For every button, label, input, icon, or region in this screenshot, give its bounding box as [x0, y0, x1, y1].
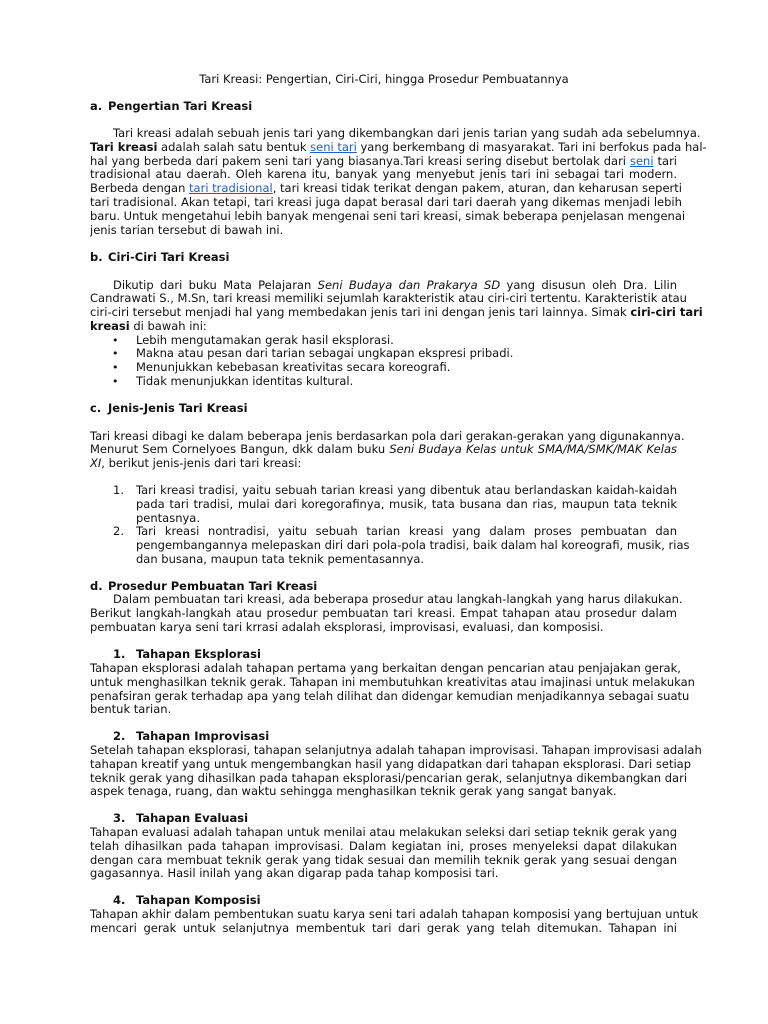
text-run: , berikut jenis-jenis dari tari kreasi: — [101, 456, 302, 470]
bullet-icon: • — [112, 361, 119, 374]
text-run: Menurut Sem Cornelyoes Bangun, dkk dalam buku — [90, 442, 390, 456]
step-heading: Tahapan Evaluasi — [136, 811, 249, 825]
paragraph-line: Berikut langkah-langkah atau prosedur pembuatan tari kreasi. Empat tahapan atau prosedur dalam — [90, 606, 677, 620]
link-seni[interactable]: seni — [629, 154, 654, 168]
list-item: Tari kreasi nontradisi, yaitu sebuah tarian kreasi yang dalam proses pembuatan dan — [136, 524, 677, 538]
text-run: hal yang berbeda dari pakem seni tari yang biasanya.Tari kreasi sering disebut bertolak dari — [90, 154, 630, 168]
paragraph-line: gagasannya. Hasil inilah yang akan digarap pada tahap komposisi tari. — [90, 866, 499, 880]
list-item: Lebih mengutamakan gerak hasil eksplorasi. — [136, 333, 394, 347]
paragraph-line: Tahapan akhir dalam pembentukan suatu karya seni tari adalah tahapan komposisi yang bertujuan untuk — [90, 907, 699, 921]
list-item: Tidak menunjukkan identitas kultural. — [136, 374, 354, 388]
paragraph-line: Tahapan eksplorasi adalah tahapan pertama yang berkaitan dengan pencarian atau penjajakan gerak, — [90, 661, 681, 675]
list-item: pengembangannya melepaskan diri dari pola-pola tradisi, baik dalam hal koreografi, musik, rias — [136, 538, 690, 552]
text-run: tari — [653, 154, 677, 168]
bullet-icon: • — [112, 347, 119, 360]
list-item: pada tari tradisi, mulai dari koregorafinya, musik, tata busana dan rias, maupun tata teknik — [136, 497, 677, 511]
list-number: 2. — [113, 524, 124, 538]
paragraph-line — [90, 305, 703, 320]
bullet-icon: • — [112, 375, 119, 388]
bold-term: Tari kreasi — [90, 140, 158, 154]
paragraph-line: telah dihasilkan pada tahapan improvisasi. Dalam kegiatan ini, proses menyeleksi dapat dilakukan — [90, 839, 677, 853]
text-run: Berbeda dengan — [90, 181, 190, 195]
section-b-heading: Ciri-Ciri Tari Kreasi — [108, 250, 230, 264]
paragraph-line: Tari kreasi adalah sebuah jenis tari yang dikembangkan dari jenis tarian yang sudah ada sebelumnya. — [113, 126, 701, 140]
link-tari-tradisional[interactable]: tari tradisional — [189, 181, 273, 195]
step-number: 2. — [113, 729, 126, 743]
text-run: di bawah ini: — [129, 319, 207, 333]
text-run: ciri-ciri tersebut menjadi hal yang membedakan jenis tari ini dengan jenis tari lainnya. Simak — [90, 305, 631, 319]
paragraph-line: pembuatan karya seni tari krrasi adalah eksplorasi, improvisasi, evaluasi, dan komposisi. — [90, 620, 604, 634]
text-run: , tari kreasi tidak terikat dengan pakem, aturan, dan keharusan seperti — [272, 181, 682, 195]
list-item: pentasnya. — [136, 511, 201, 525]
paragraph-line: mencari gerak untuk selanjutnya membentuk tari dari gerak yang telah ditemukan. Tahapan ini — [90, 921, 677, 935]
step-number: 4. — [113, 893, 126, 907]
document-title: Tari Kreasi: Pengertian, Ciri-Ciri, hingga Prosedur Pembuatannya — [199, 72, 569, 86]
paragraph-line: baru. Untuk mengetahui lebih banyak mengenai seni tari kreasi, simak beberapa penjelasan mengenai — [90, 209, 686, 223]
bullet-icon: • — [112, 334, 119, 347]
paragraph-line: Tari kreasi dibagi ke dalam beberapa jenis berdasarkan pola dari gerakan-gerakan yang digunakannya. — [90, 429, 685, 443]
step-heading: Tahapan Eksplorasi — [136, 647, 261, 661]
section-d-heading: Prosedur Pembuatan Tari Kreasi — [108, 579, 318, 593]
section-c-heading: Jenis-Jenis Tari Kreasi — [108, 401, 248, 415]
paragraph-line — [90, 320, 207, 334]
section-d-label: d. — [90, 579, 103, 593]
paragraph-line — [90, 140, 707, 155]
paragraph-line: Dalam pembuatan tari kreasi, ada beberapa prosedur atau langkah-langkah yang harus dilakukan. — [113, 592, 683, 606]
book-title: Seni Budaya dan Prakarya SD — [317, 278, 501, 292]
paragraph-line: Tahapan evaluasi adalah tahapan untuk menilai atau melakukan seleksi dari setiap teknik gerak yang — [90, 825, 677, 839]
bold-term: ciri-ciri tari — [630, 305, 703, 319]
paragraph-line: tahapan kreatif yang untuk mengembangkan hasil yang didapatkan dari tahapan eksplorasi. Dari setiap — [90, 757, 692, 771]
list-item: Menunjukkan kebebasan kreativitas secara koreografi. — [136, 360, 451, 374]
text-run: yang berkembang di masyarakat. Tari ini berfokus pada hal- — [356, 140, 707, 154]
paragraph-line: Setelah tahapan eksplorasi, tahapan selanjutnya adalah tahapan improvisasi. Tahapan improvisasi adalah — [90, 743, 702, 757]
paragraph-line: jenis tarian tersebut di bawah ini. — [90, 223, 284, 237]
paragraph-line: bentuk tarian. — [90, 702, 172, 716]
section-a-heading: Pengertian Tari Kreasi — [108, 99, 253, 113]
text-run: yang disusun oleh Dra. Lilin — [500, 278, 677, 292]
section-b-label: b. — [90, 250, 103, 264]
paragraph-line: tradisional atau daerah. Oleh karena itu, banyak yang menyebut jenis tari ini sebagai tari modern. — [90, 167, 677, 181]
paragraph-line: untuk menghasilkan teknik gerak. Tahapan ini membutuhkan kreativitas atau imajinasi untuk melakukan — [90, 675, 695, 689]
step-heading: Tahapan Komposisi — [136, 893, 261, 907]
step-heading: Tahapan Improvisasi — [136, 729, 270, 743]
text-run: Dikutip dari buku Mata Pelajaran — [113, 278, 318, 292]
paragraph-line: Candrawati S., M.Sn, tari kreasi memiliki sejumlah karakteristik atau ciri-ciri tertentu. Karakteristik atau — [90, 291, 687, 305]
paragraph-line: aspek tenaga, ruang, dan waktu sehingga menghasilkan teknik gerak yang sangat banyak. — [90, 784, 617, 798]
bold-term: kreasi — [90, 319, 130, 333]
section-a-label: a. — [90, 99, 103, 113]
paragraph-line: teknik gerak yang dihasilkan pada tahapan eksplorasi/pencarian gerak, selanjutnya dikembangkan dari — [90, 771, 688, 785]
text-run: adalah salah satu bentuk — [157, 140, 311, 154]
list-number: 1. — [113, 483, 124, 497]
step-number: 3. — [113, 811, 126, 825]
list-item: dan busana, maupun tata teknik pementasannya. — [136, 552, 425, 566]
paragraph-line — [90, 443, 677, 457]
step-number: 1. — [113, 647, 126, 661]
paragraph-line — [90, 181, 682, 196]
link-seni-tari[interactable]: seni tari — [310, 140, 357, 154]
book-title: Seni Budaya Kelas untuk SMA/MA/SMK/MAK Kelas — [389, 442, 677, 456]
paragraph-line: tari tradisional. Akan tetapi, tari kreasi juga dapat berasal dari tari daerah yang dikemas menjadi lebih — [90, 195, 682, 209]
list-item: Tari kreasi tradisi, yaitu sebuah tarian kreasi yang dibentuk atau berlandaskan kaidah-kaidah — [136, 483, 677, 497]
list-item: Makna atau pesan dari tarian sebagai ungkapan ekspresi pribadi. — [136, 346, 514, 360]
paragraph-line — [90, 457, 301, 471]
paragraph-line: penafsiran gerak terhadap apa yang telah dilihat dan didengar kemudian menjadikannya sebagai suatu — [90, 689, 690, 703]
book-title: XI — [90, 456, 102, 470]
section-c-label: c. — [90, 401, 102, 415]
paragraph-line: dengan cara membuat teknik gerak yang tidak sesuai dan memilih teknik gerak yang sesuai dengan — [90, 853, 677, 867]
